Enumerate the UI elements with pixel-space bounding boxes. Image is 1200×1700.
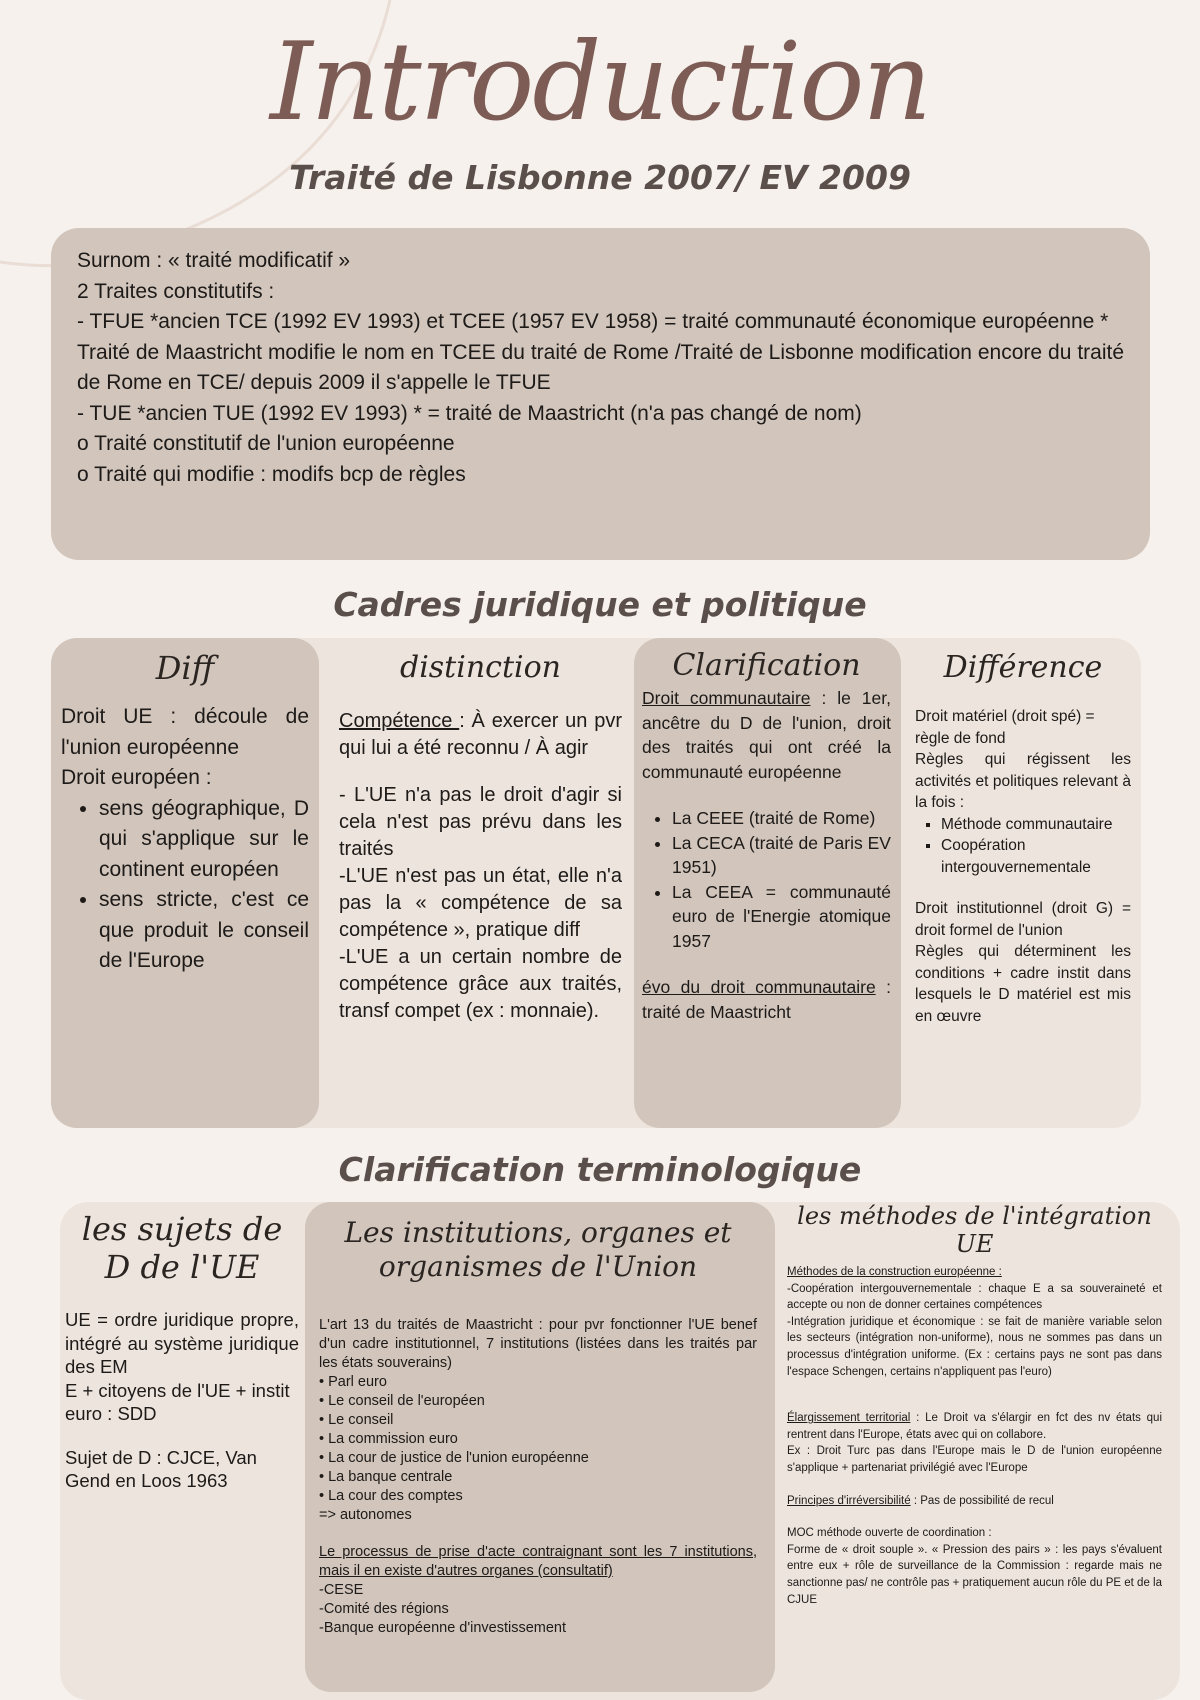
page-title: Introduction <box>270 20 930 145</box>
evo-term: évo du droit communautaire <box>642 977 876 997</box>
lisbonne-box <box>51 228 1150 560</box>
lisbonne-line: o Traité constitutif de l'union européenne <box>77 432 455 455</box>
institutions-arrow: => autonomes <box>319 1507 412 1523</box>
institution-item: • La cour des comptes <box>319 1488 463 1504</box>
institution-item: • Le conseil de l'européen <box>319 1393 485 1409</box>
moc-text: Forme de « droit souple ». « Pression des pairs » : les pays s'évaluent entre eux + rôle de surveillance de la Commission : regarde mais ne sanctionne pas/ ne contrôle pas + pratiquement aucun rôle du PE et de la CJUE <box>787 1543 1162 1606</box>
irreversibilite-def: : Pas de possibilité de recul <box>910 1494 1054 1507</box>
sujets-p2: E + citoyens de l'UE + instit euro : SDD <box>65 1379 290 1424</box>
institutions-intro: L'art 13 du traités de Maastricht : pour pvr fonctionner l'UE benef d'un cadre institutionnel, 7 institutions (listées dans les traités par les états souverains) <box>319 1317 757 1371</box>
clarification-heading: Clarification <box>672 648 861 683</box>
competence-term: Compétence <box>339 710 460 732</box>
methodes-title-text: Méthodes de la construction européenne : <box>787 1266 1002 1278</box>
moc-title: MOC méthode ouverte de coordination : <box>787 1527 992 1540</box>
clarification-column <box>634 638 901 1128</box>
institution-item: • La banque centrale <box>319 1469 453 1485</box>
section-title-cadres: Cadres juridique et politique <box>333 585 867 624</box>
droit-communautaire-def: : le 1er, ancêtre du D de l'union, droit des traités qui ont créé la communauté européenne <box>642 688 891 782</box>
diff-p2: Droit européen : <box>61 766 212 789</box>
clarification-list <box>642 806 891 953</box>
sujets-column <box>60 1202 305 1692</box>
section-title-terminologie: Clarification terminologique <box>338 1150 862 1189</box>
diff-list <box>61 794 309 977</box>
methodes-m1: -Coopération intergouvernementale : chaque E a sa souveraineté et accepte ou non de donner certaines compétences <box>787 1282 1162 1312</box>
competence-def: : À exercer un pvr qui lui a été reconnu / À agir <box>339 710 622 759</box>
institutions-heading: Les institutions, organes et organismes de l'Union <box>344 1216 732 1283</box>
sujets-heading: les sujets de D de l'UE <box>81 1210 283 1286</box>
distinction-column <box>319 638 634 1128</box>
diff-list-item: • sens géographique, D qui s'applique sur le continent européen <box>99 794 309 886</box>
difference-list <box>915 814 1131 879</box>
diff-heading: Diff <box>155 649 215 687</box>
elargissement <box>787 1410 1162 1443</box>
distinction-p3: -L'UE a un certain nombre de compétence grâce aux traités, transf compet (ex : monnaie). <box>339 946 622 1022</box>
diff-column <box>51 638 319 1128</box>
lisbonne-line: 2 Traites constitutifs : <box>77 279 275 303</box>
methodes-column <box>775 1202 1180 1692</box>
institution-item: • La cour de justice de l'union européenne <box>319 1450 589 1466</box>
difference-heading: Différence <box>943 650 1103 685</box>
methodes-m2: -Intégration juridique et économique : se fait de manière variable selon les secteurs (intégration non-uniforme), nous ne sommes pas dans un processus d'intégration uniforme. (Ex : certains pays ne sont pas dans l'espace Schengen, certains n'appliquent pas l'euro) <box>787 1315 1162 1378</box>
clarification-list-item: • La CEEE (traité de Rome) <box>672 806 891 831</box>
elargissement-ex: Ex : Droit Turc pas dans l'Europe mais le D de l'union européenne s'applique + partenariat privilégié avec l'Europe <box>787 1445 1162 1474</box>
clarification-definition <box>642 686 891 784</box>
difference-list-item: ▪ Méthode communautaire <box>941 814 1131 836</box>
difference-list-item: ▪ Coopération intergouvernementale <box>941 835 1131 878</box>
organe-item: -CESE <box>319 1582 364 1598</box>
distinction-heading: distinction <box>399 650 561 685</box>
difference-p3: Droit institutionnel (droit G) = droit formel de l'union <box>915 900 1131 939</box>
sujets-p3: Sujet de D : CJCE, Van Gend en Loos 1963 <box>65 1446 257 1491</box>
distinction-p2: -L'UE n'est pas un état, elle n'a pas la « compétence de sa compétence », pratique diff <box>339 865 622 941</box>
lisbonne-line: - TFUE *ancien TCE (1992 EV 1993) et TCEE (1957 EV 1958) = traité communauté économique européenne * <box>77 310 1109 333</box>
clarification-list-item: • La CEEA = communauté euro de l'Energie atomique 1957 <box>672 880 891 954</box>
elargissement-def: : Le Droit va s'élargir en fct des nv états qui rentrent dans l'Europe, états avec qui on collabore. <box>787 1412 1163 1441</box>
distinction-p1: - L'UE n'a pas le droit d'agir si cela n'est pas prévu dans les traités <box>339 784 622 860</box>
diff-list-item: • sens stricte, c'est ce que produit le conseil de l'Europe <box>99 885 309 977</box>
institutions-underlined-text: Le processus de prise d'acte contraignant sont les 7 institutions, mais il en existe d'autres organes (consultatif) <box>319 1544 757 1579</box>
difference-p2: Règles qui régissent les activités et politiques relevant à la fois : <box>915 751 1131 811</box>
institution-item: • Parl euro <box>319 1374 387 1390</box>
methodes-title <box>787 1264 1162 1281</box>
institutions-column <box>305 1202 775 1692</box>
difference-column <box>901 638 1141 1128</box>
methodes-heading: les méthodes de l'intégration UE <box>797 1202 1152 1258</box>
institution-item: • La commission euro <box>319 1431 458 1447</box>
page-subtitle: Traité de Lisbonne 2007/ EV 2009 <box>289 158 911 197</box>
elargissement-term: Élargissement territorial <box>787 1412 911 1425</box>
institutions-underlined <box>319 1543 757 1581</box>
diff-p1: Droit UE : découle de l'union européenne <box>61 705 309 759</box>
irreversibilite <box>787 1493 1162 1510</box>
organe-item: -Comité des régions <box>319 1601 449 1617</box>
lisbonne-line: Traité de Maastricht modifie le nom en TCEE du traité de Rome /Traité de Lisbonne modification encore du traité de Rome en TCE/ depuis 2009 il s'appelle le TFUE <box>77 340 1124 394</box>
evo-definition <box>642 975 891 1024</box>
lisbonne-line: o Traité qui modifie : modifs bcp de règles <box>77 462 466 486</box>
clarification-list-item: • La CECA (traité de Paris EV 1951) <box>672 831 891 880</box>
distinction-definition <box>339 708 622 762</box>
institution-item: • Le conseil <box>319 1412 394 1428</box>
droit-communautaire-term: Droit communautaire <box>642 688 811 708</box>
sujets-p1: UE = ordre juridique propre, intégré au système juridique des EM <box>65 1309 299 1377</box>
difference-p4: Règles qui déterminent les conditions + cadre instit dans lesquels le D matériel est mis en œuvre <box>915 943 1131 1025</box>
organe-item: -Banque européenne d'investissement <box>319 1620 567 1636</box>
lisbonne-line: - TUE *ancien TUE (1992 EV 1993) * = traité de Maastricht (n'a pas changé de nom) <box>77 401 862 425</box>
lisbonne-line: Surnom : « traité modificatif » <box>77 249 351 272</box>
irreversibilite-term: Principes d'irréversibilité <box>787 1494 911 1507</box>
difference-p1: Droit matériel (droit spé) = règle de fond <box>915 708 1095 747</box>
evo-def: : traité de Maastricht <box>642 977 891 1022</box>
